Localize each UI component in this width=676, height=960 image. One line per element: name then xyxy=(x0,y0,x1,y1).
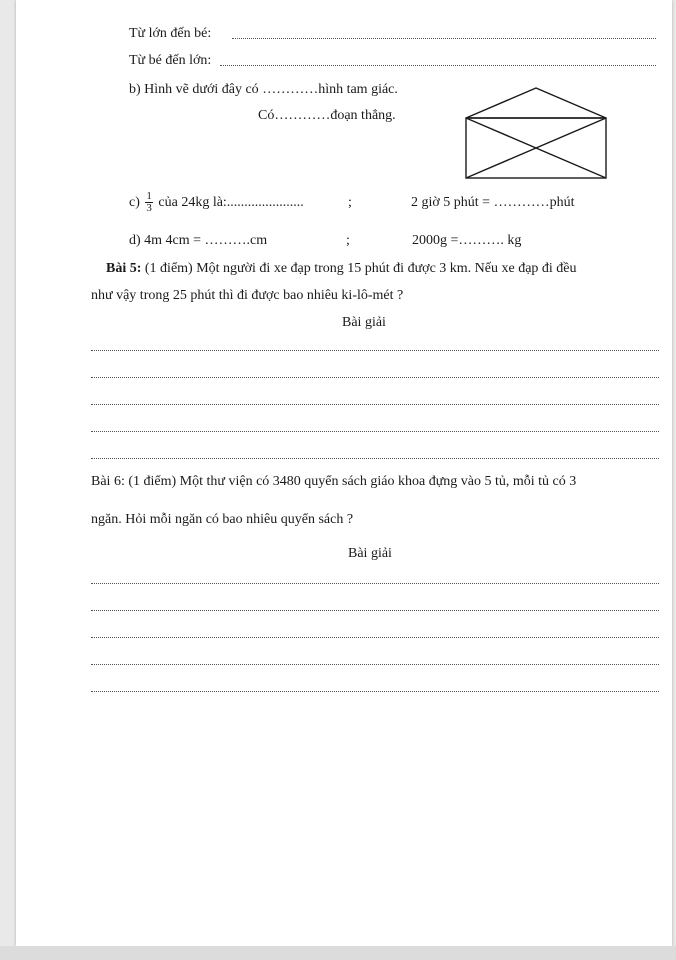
part-c-label: c) xyxy=(129,195,140,210)
segment-question-prefix: Có xyxy=(258,108,275,123)
bai5-line1 xyxy=(106,260,577,278)
part-c-separator: ; xyxy=(348,195,352,210)
bai6-solution-label: Bài giải xyxy=(348,546,392,561)
part-c-question[interactable]: của 24kg là:...................... xyxy=(158,195,304,210)
part-d-right[interactable]: 2000g =………. kg xyxy=(412,233,522,248)
bai5-answer-line-1[interactable] xyxy=(91,350,659,351)
bai6-answer-line-1[interactable] xyxy=(91,583,659,584)
bai6-answer-line-5[interactable] xyxy=(91,691,659,692)
triangle-count-blank[interactable]: ………… xyxy=(262,82,319,97)
bai6-answer-line-2[interactable] xyxy=(91,610,659,611)
bai6-line1: Bài 6: (1 điểm) Một thư viện có 3480 quyển sách giáo khoa đựng vào 5 tủ, mỗi tủ có 3 xyxy=(91,474,577,489)
part-d-separator: ; xyxy=(346,233,350,248)
order-desc-label: Từ lớn đến bé: xyxy=(129,26,212,41)
fraction-numerator: 1 xyxy=(146,190,152,203)
one-third-fraction xyxy=(145,191,153,214)
figure-question-suffix: hình tam giác. xyxy=(318,82,398,97)
order-asc-label: Từ bé đến lớn: xyxy=(129,53,212,68)
bai6-answer-line-4[interactable] xyxy=(91,664,659,665)
bai6-line2: ngăn. Hỏi mỗi ngăn có bao nhiêu quyển sách ? xyxy=(91,512,354,527)
bai6-answer-line-3[interactable] xyxy=(91,637,659,638)
figure-question-prefix: b) Hình vẽ dưới đây có xyxy=(129,82,263,97)
part-c-right[interactable]: 2 giờ 5 phút = …………phút xyxy=(411,195,575,210)
figure-question-line2 xyxy=(258,107,396,125)
order-desc-answer-line[interactable] xyxy=(232,38,656,39)
bai5-answer-line-4[interactable] xyxy=(91,431,659,432)
bai5-text-1: (1 điểm) Một người đi xe đạp trong 15 phút đi được 3 km. Nếu xe đạp đi đều xyxy=(141,261,577,276)
envelope-figure xyxy=(462,84,610,182)
bai5-solution-label: Bài giải xyxy=(342,315,386,330)
fraction-denominator: 3 xyxy=(146,202,152,215)
segment-count-blank[interactable]: ………… xyxy=(274,108,331,123)
bai5-answer-line-2[interactable] xyxy=(91,377,659,378)
bai5-title: Bài 5: xyxy=(106,261,142,276)
figure-roof-triangle xyxy=(466,88,606,118)
part-d-left[interactable]: d) 4m 4cm = ……….cm xyxy=(129,233,268,248)
bai5-answer-line-3[interactable] xyxy=(91,404,659,405)
bai5-answer-line-5[interactable] xyxy=(91,458,659,459)
page-bottom-edge xyxy=(0,946,676,960)
worksheet-page xyxy=(16,0,672,946)
bai5-line2: như vậy trong 25 phút thì đi được bao nhiêu ki-lô-mét ? xyxy=(91,288,404,303)
segment-question-suffix: đoạn thẳng. xyxy=(330,108,396,123)
order-asc-answer-line[interactable] xyxy=(220,65,656,66)
part-c-left xyxy=(129,190,304,216)
figure-question-line1 xyxy=(129,81,398,99)
